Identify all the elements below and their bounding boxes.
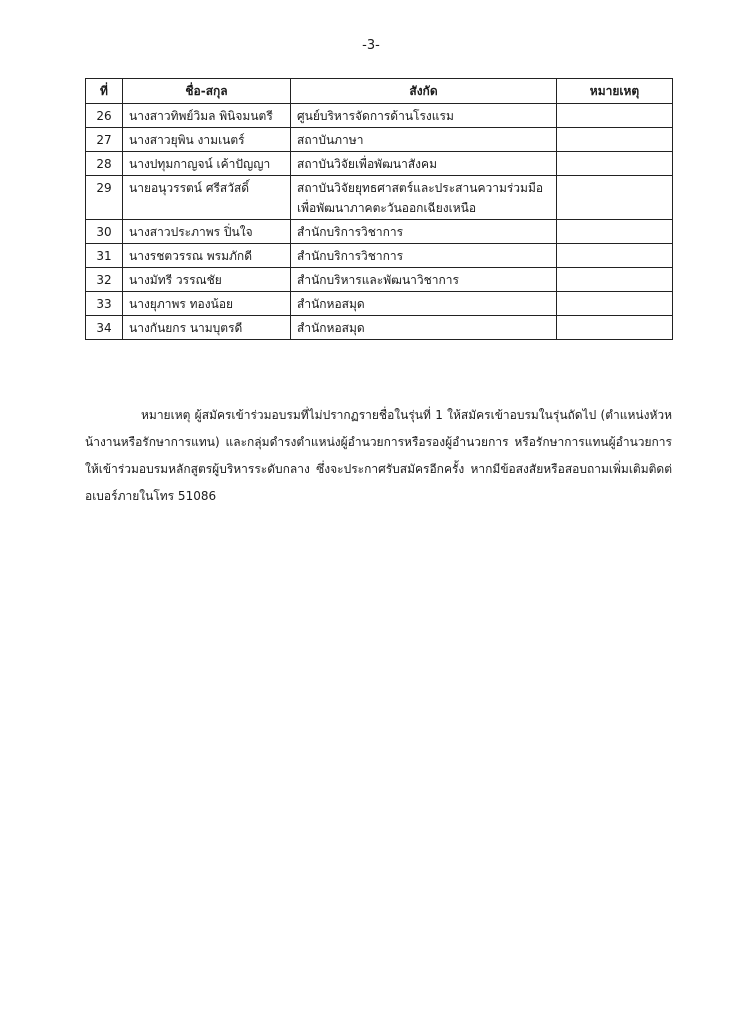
table-row (86, 244, 673, 268)
row-number: 32 (86, 268, 123, 292)
participant-name: นายอนุวรรตน์ ศรีสวัสดิ์ (123, 176, 291, 220)
row-remark (557, 220, 673, 244)
affiliation-line: สถาบันภาษา (297, 133, 364, 147)
affiliation-line: สถาบันวิจัยยุทธศาสตร์และประสานความร่วมมือ (297, 181, 544, 195)
participant-name: นางยุภาพร ทองน้อย (123, 292, 291, 316)
table-row (86, 176, 673, 220)
participant-name: นางกันยกร นามบุตรดี (123, 316, 291, 340)
participant-name: นางสาวประภาพร ปิ่นใจ (123, 220, 291, 244)
row-remark (557, 128, 673, 152)
affiliation-line: ศูนย์บริหารจัดการด้านโรงแรม (297, 109, 454, 123)
row-remark (557, 104, 673, 128)
row-number: 33 (86, 292, 123, 316)
table-body (86, 104, 673, 340)
row-remark (557, 176, 673, 220)
table-row (86, 316, 673, 340)
affiliation-line: สำนักบริหารและพัฒนาวิชาการ (297, 273, 459, 287)
row-remark (557, 268, 673, 292)
affiliation-line: สำนักหอสมุด (297, 297, 365, 311)
row-number: 31 (86, 244, 123, 268)
row-remark (557, 152, 673, 176)
header-no: ที่ (86, 79, 123, 104)
participant-name: นางสาวทิพย์วิมล พินิจมนตรี (123, 104, 291, 128)
affiliation-line: สำนักบริการวิชาการ (297, 225, 404, 239)
row-number: 27 (86, 128, 123, 152)
table-row (86, 128, 673, 152)
participant-affiliation (291, 268, 557, 292)
affiliation-line: สำนักบริการวิชาการ (297, 249, 404, 263)
table-row (86, 220, 673, 244)
remark-text: หมายเหตุ ผู้สมัครเข้าร่วมอบรมที่ไม่ปรากฏรายชื่อในรุ่นที่ 1 ให้สมัครเข้าอบรมในรุ่นถัดไป (ตำแหน่งหัวหน้างานหรือรักษาการแทน) และกลุ่มดำรงตำแหน่งผู้อำนวยการหรือรองผู้อำนวยการ หรือรักษาการแทนผู้อำนวยการ ให้เข้าร่วมอบรมหลักสูตรผู้บริหารระดับกลาง ซึ่งจะประกาศรับสมัครอีกครั้ง หากมีข้อสงสัยหรือสอบถามเพิ่มเติมติดต่อเบอร์ภายในโทร 51086 (85, 408, 672, 503)
affiliation-line: เพื่อพัฒนาภาคตะวันออกเฉียงเหนือ (297, 201, 477, 215)
affiliation-line: สถาบันวิจัยเพื่อพัฒนาสังคม (297, 157, 437, 171)
participant-name: นางปทุมกาญจน์ เค้าปัญญา (123, 152, 291, 176)
row-number: 29 (86, 176, 123, 220)
row-number: 26 (86, 104, 123, 128)
table-header-row (86, 79, 673, 104)
participant-name: นางสาวยุพิน งามเนตร์ (123, 128, 291, 152)
table-row (86, 268, 673, 292)
table-row (86, 152, 673, 176)
row-number: 28 (86, 152, 123, 176)
table-row (86, 104, 673, 128)
participant-affiliation (291, 316, 557, 340)
participant-name: นางรชตวรรณ พรมภักดี (123, 244, 291, 268)
table-row (86, 292, 673, 316)
participant-affiliation (291, 220, 557, 244)
row-number: 34 (86, 316, 123, 340)
page-number: -3- (362, 38, 380, 53)
row-remark (557, 316, 673, 340)
row-remark (557, 244, 673, 268)
row-remark (557, 292, 673, 316)
affiliation-line: สำนักหอสมุด (297, 321, 365, 335)
header-remark: หมายเหตุ (557, 79, 673, 104)
header-name: ชื่อ-สกุล (123, 79, 291, 104)
participant-affiliation (291, 292, 557, 316)
participant-name: นางมัทรี วรรณชัย (123, 268, 291, 292)
row-number: 30 (86, 220, 123, 244)
remark-paragraph (85, 402, 672, 510)
header-affiliation: สังกัด (291, 79, 557, 104)
participant-affiliation (291, 104, 557, 128)
participant-affiliation (291, 152, 557, 176)
participant-affiliation (291, 128, 557, 152)
participant-table (85, 78, 673, 340)
participant-affiliation (291, 176, 557, 220)
participant-affiliation (291, 244, 557, 268)
